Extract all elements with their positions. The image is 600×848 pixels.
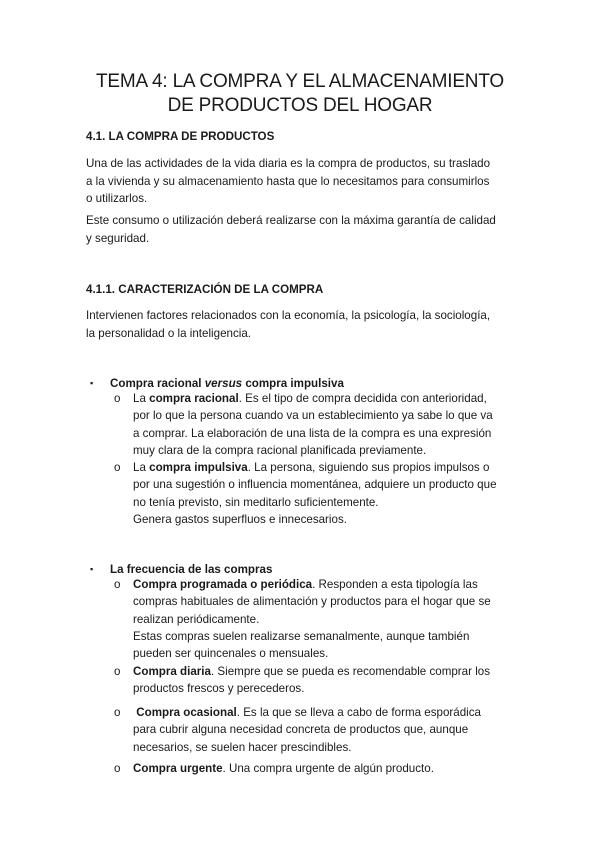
- text-span: La: [133, 392, 150, 405]
- bullet-label: La frecuencia de las compras: [110, 563, 273, 576]
- paragraph-line: Una de las actividades de la vida diaria es la compra de productos, su traslado: [86, 157, 491, 170]
- circle-bullet-icon: o: [114, 706, 121, 719]
- sub-item-text: [133, 760, 518, 777]
- circle-bullet-icon: o: [114, 762, 121, 775]
- text-line: productos frescos y perecederos.: [133, 682, 305, 696]
- paragraph-compra-intro: [86, 155, 516, 208]
- bold-term: Compra urgente: [133, 762, 223, 775]
- text-line: [133, 390, 518, 407]
- text-line: [133, 704, 518, 721]
- text-line: pueden ser quincenales o mensuales.: [133, 647, 329, 661]
- text-span: . Siempre que se pueda es recomendable comprar los: [210, 665, 491, 678]
- sub-item-text: [133, 663, 518, 698]
- circle-bullet-icon: o: [114, 665, 121, 678]
- title-line-2: DE PRODUCTOS DEL HOGAR: [167, 95, 433, 116]
- section-heading-4-1: 4.1. LA COMPRA DE PRODUCTOS: [86, 130, 275, 143]
- section-heading-4-1-1: 4.1.1. CARACTERIZACIÓN DE LA COMPRA: [86, 283, 324, 296]
- square-bullet-icon: ▪: [90, 564, 94, 574]
- text-line: realizan periódicamente.: [133, 612, 260, 626]
- text-span: . Es la que se lleva a cabo de forma esporádica: [236, 706, 482, 719]
- text-line: a comprar. La elaboración de una lista de la compra es una expresión: [133, 426, 492, 440]
- text-span: . Es el tipo de compra decidida con anterioridad,: [238, 392, 487, 405]
- text-line: para cubrir alguna necesidad concreta de productos que, aunque: [133, 723, 469, 737]
- square-bullet-icon: ▪: [90, 378, 94, 388]
- sub-item-text: [133, 390, 518, 459]
- bullet-label-italic: versus: [204, 377, 243, 390]
- paragraph-line: o utilizarlos.: [86, 192, 148, 205]
- circle-bullet-icon: o: [114, 461, 121, 474]
- text-line: Genera gastos superfluos e innecesarios.: [133, 512, 347, 526]
- paragraph-line: Intervienen factores relacionados con la economía, la psicología, la sociología,: [86, 309, 491, 322]
- text-line: [133, 663, 518, 680]
- sub-item-text: [133, 704, 518, 756]
- bullet-label-part: compra impulsiva: [242, 377, 344, 390]
- circle-bullet-icon: o: [114, 392, 121, 405]
- text-line: [133, 576, 518, 593]
- bold-term: Compra ocasional: [136, 706, 237, 719]
- paragraph-line: y seguridad.: [86, 231, 150, 245]
- text-line: por una sugestión o influencia momentánea, adquiere un producto que: [133, 478, 497, 492]
- paragraph-line: Este consumo o utilización deberá realizarse con la máxima garantía de calidad: [86, 214, 496, 227]
- paragraph-line: la personalidad o la inteligencia.: [86, 326, 252, 340]
- text-line: no tenía previsto, sin meditarlo suficientemente.: [133, 495, 379, 509]
- sub-item-text: [133, 459, 518, 528]
- text-line: Estas compras suelen realizarse semanalmente, aunque también: [133, 629, 470, 643]
- bold-term: compra impulsiva: [149, 461, 248, 474]
- text-line: necesarios, se suelen hacer prescindibles.: [133, 740, 352, 754]
- paragraph-factores: [86, 307, 516, 342]
- text-line: por lo que la persona cuando va un establecimiento ya sabe lo que va: [133, 409, 493, 423]
- text-span: . Responden a esta tipología las: [312, 578, 478, 591]
- text-span: . La persona, siguiendo sus propios impulsos o: [247, 461, 490, 474]
- text-span: La: [133, 461, 150, 474]
- bullet-label: [110, 376, 344, 391]
- text-line: [133, 760, 518, 777]
- paragraph-line: a la vivienda y su almacenamiento hasta que lo necesitamos para consumirlos: [86, 174, 490, 188]
- circle-bullet-icon: o: [114, 578, 121, 591]
- bold-term: compra racional: [149, 392, 239, 405]
- text-line: muy clara de la compra racional planificada previamente.: [133, 443, 427, 457]
- paragraph-consumo: [86, 212, 516, 247]
- text-span: . Una compra urgente de algún producto.: [222, 762, 434, 775]
- bullet-label-part: Compra racional: [110, 377, 205, 390]
- document-title: [60, 70, 540, 118]
- bold-term: Compra diaria: [133, 665, 211, 678]
- title-line-1: TEMA 4: LA COMPRA Y EL ALMACENAMIENTO: [96, 71, 504, 92]
- text-line: compras habituales de alimentación y productos para el hogar que se: [133, 595, 491, 609]
- bold-term: Compra programada o periódica: [133, 578, 313, 591]
- text-line: [133, 459, 518, 476]
- sub-item-text: [133, 576, 518, 662]
